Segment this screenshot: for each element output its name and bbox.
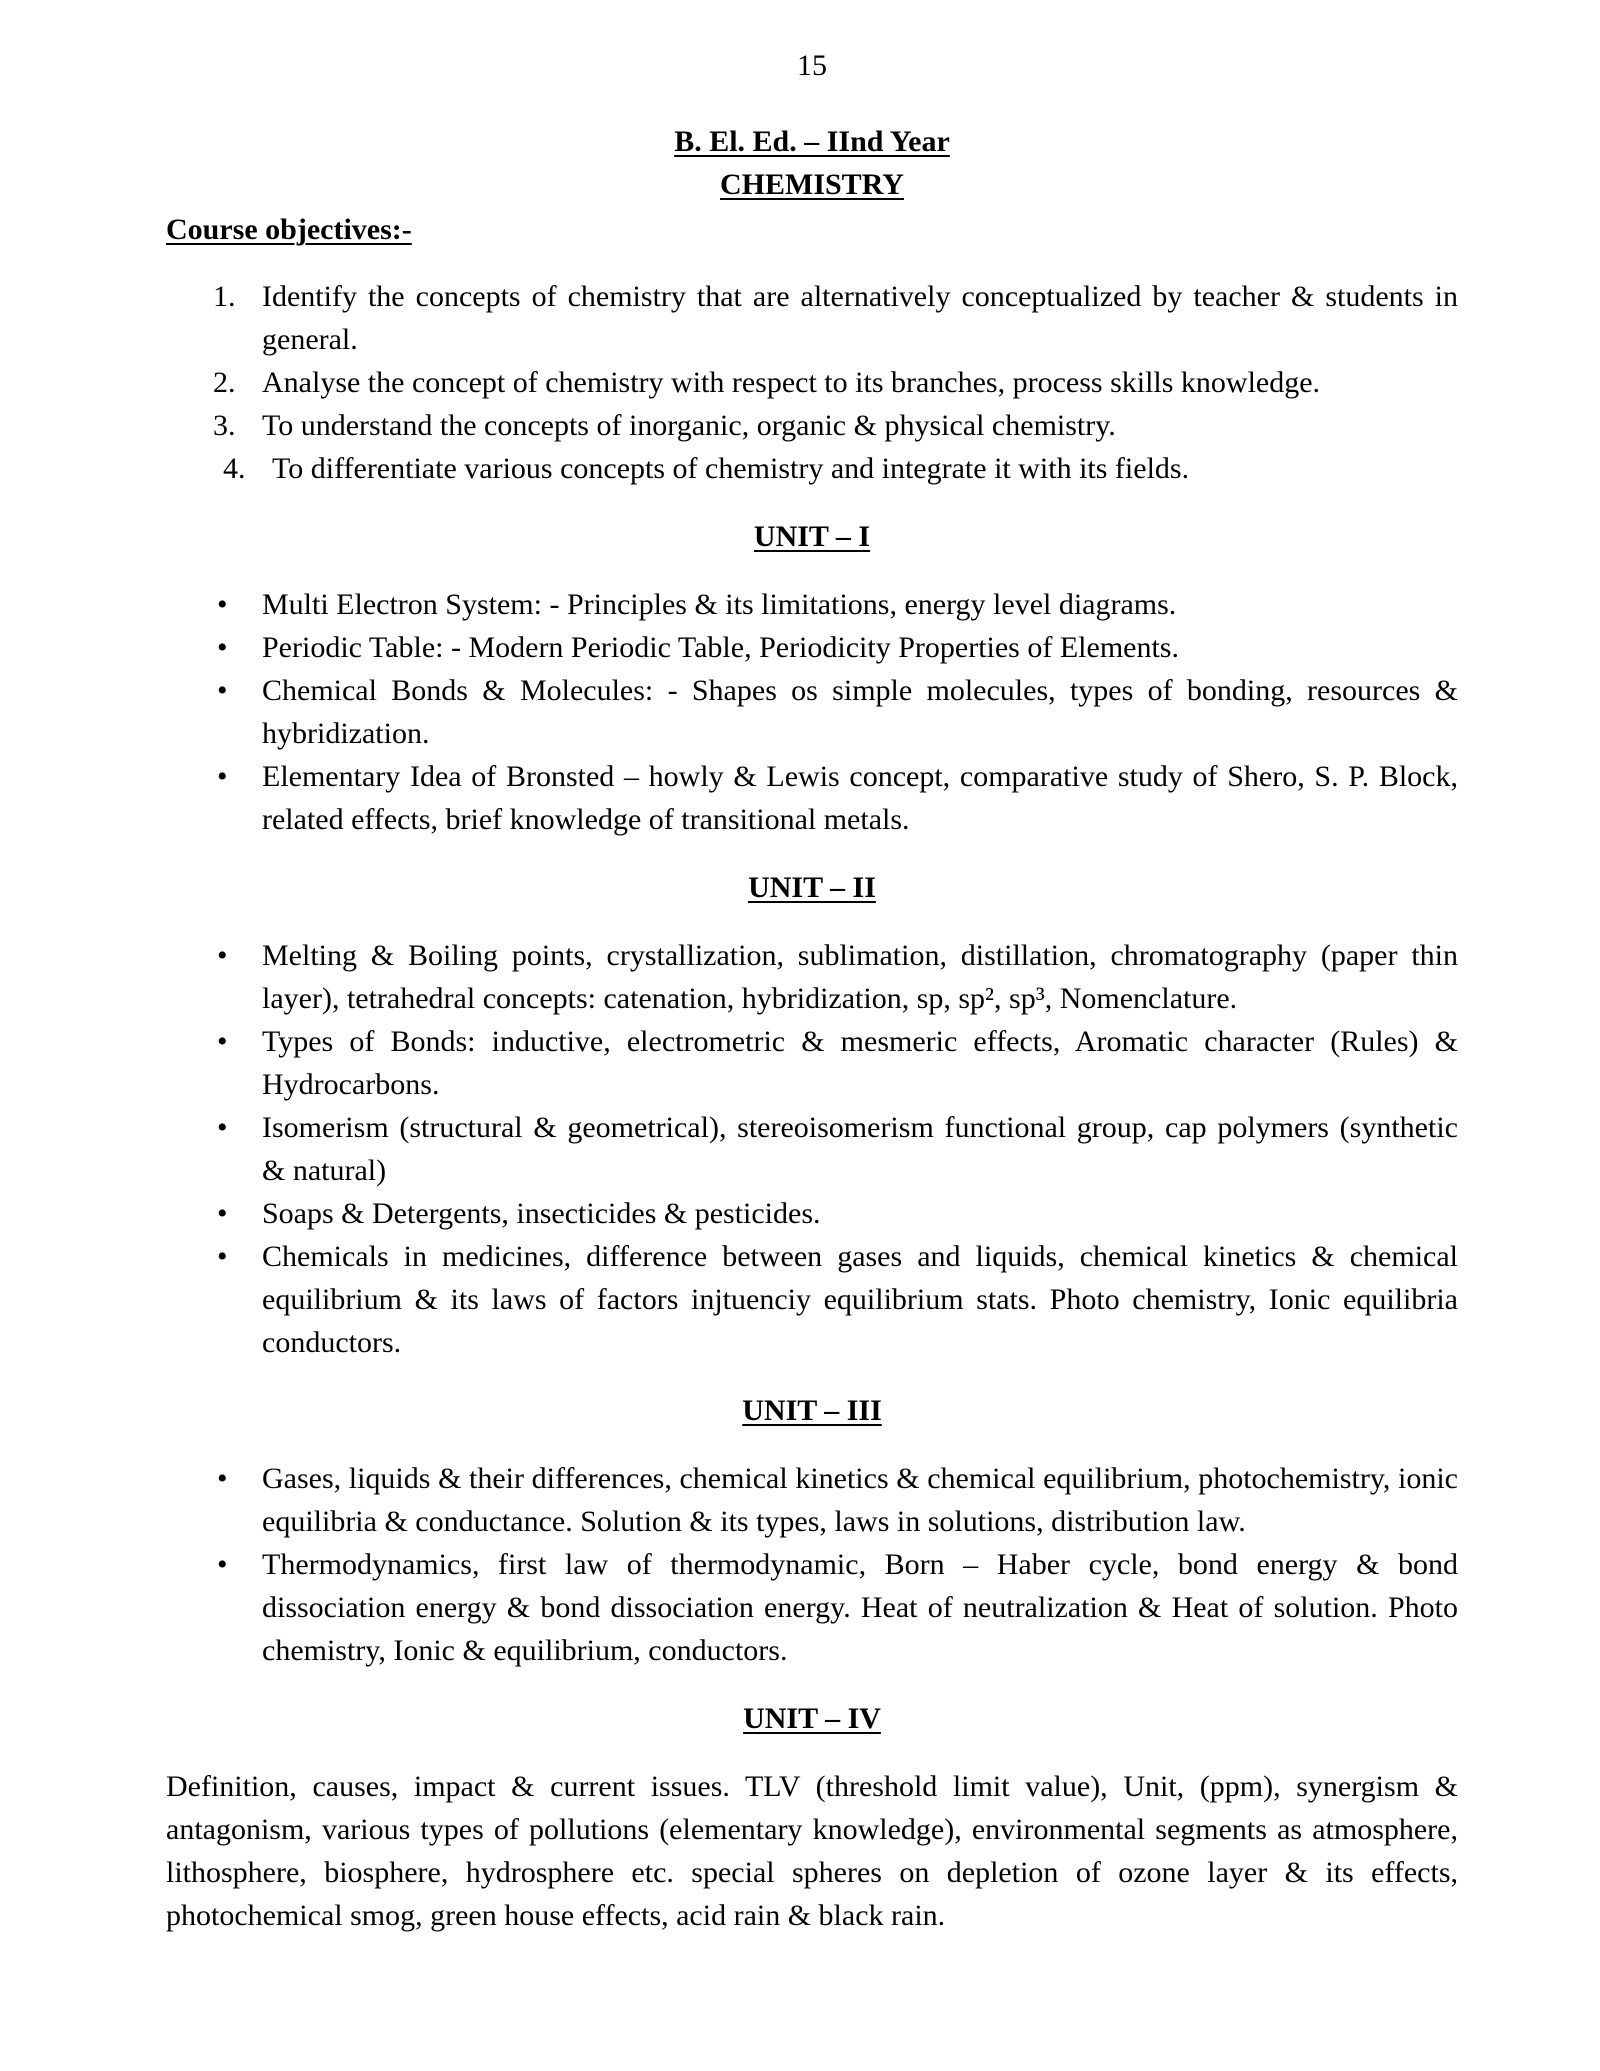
unit-2-item: • Isomerism (structural & geometrical), stereoisomerism functional group, cap polymers (synthetic & natural)	[262, 1106, 1458, 1192]
unit-1-item: • Chemical Bonds & Molecules: - Shapes os simple molecules, types of bonding, resources & hybridization.	[262, 669, 1458, 755]
unit-1-item: • Periodic Table: - Modern Periodic Table, Periodicity Properties of Elements.	[262, 626, 1458, 669]
unit-1-item: • Multi Electron System: - Principles & its limitations, energy level diagrams.	[262, 583, 1458, 626]
objectives-list	[166, 275, 1458, 490]
unit-1-heading	[166, 515, 1458, 558]
unit-3-item: • Gases, liquids & their differences, chemical kinetics & chemical equilibrium, photochemistry, ionic equilibria & conductance. Solution & its types, laws in solutions, distribution law.	[262, 1457, 1458, 1543]
doc-title-line1-text: B. El. Ed. – IInd Year	[674, 125, 950, 158]
doc-title-line2	[166, 163, 1458, 206]
page-number: 15	[797, 49, 827, 82]
unit-3-list	[166, 1457, 1458, 1672]
doc-title-line2-text: CHEMISTRY	[720, 168, 904, 201]
unit-2-list	[166, 934, 1458, 1364]
objective-item: To understand the concepts of inorganic, organic & physical chemistry.	[262, 409, 1116, 442]
unit-2-item: • Types of Bonds: inductive, electrometric & mesmeric effects, Aromatic character (Rules) & Hydrocarbons.	[262, 1020, 1458, 1106]
unit-1-heading-text: UNIT – I	[753, 520, 871, 553]
unit-4-paragraph: Definition, causes, impact & current issues. TLV (threshold limit value), Unit, (ppm), synergism & antagonism, various types of pollutions (elementary knowledge), environmental segments as atmosphere, lithosphere, biosphere, hydrosphere etc. special spheres on depletion of ozone layer & its effects, photochemical smog, green house effects, acid rain & black rain.	[166, 1770, 1458, 1932]
unit-3-heading	[166, 1389, 1458, 1432]
unit-4-heading-text: UNIT – IV	[743, 1702, 881, 1735]
unit-3-heading-text: UNIT – III	[742, 1394, 882, 1427]
unit-2-item: • Chemicals in medicines, difference between gases and liquids, chemical kinetics & chemical equilibrium & its laws of factors injtuenciy equilibrium stats. Photo chemistry, Ionic equilibria conductors.	[262, 1235, 1458, 1364]
unit-2-item: • Soaps & Detergents, insecticides & pesticides.	[262, 1192, 1458, 1235]
unit-2-heading-text: UNIT – II	[748, 871, 876, 904]
doc-title-line1	[166, 120, 1458, 163]
objective-item: Identify the concepts of chemistry that are alternatively conceptualized by teacher & students in general.	[262, 280, 1458, 356]
unit-4-heading	[166, 1697, 1458, 1740]
objective-item: Analyse the concept of chemistry with respect to its branches, process skills knowledge.	[262, 366, 1321, 399]
unit-2-item: • Melting & Boiling points, crystallization, sublimation, distillation, chromatography (paper thin layer), tetrahedral concepts: catenation, hybridization, sp, sp², sp³, Nomenclature.	[262, 934, 1458, 1020]
unit-3-item: • Thermodynamics, first law of thermodynamic, Born – Haber cycle, bond energy & bond dissociation energy & bond dissociation energy. Heat of neutralization & Heat of solution. Photo chemistry, Ionic & equilibrium, conductors.	[262, 1543, 1458, 1672]
objective-item: To differentiate various concepts of chemistry and integrate it with its fields.	[272, 452, 1190, 485]
course-objectives-heading	[166, 208, 1458, 251]
unit-1-item: • Elementary Idea of Bronsted – howly & Lewis concept, comparative study of Shero, S. P. Block, related effects, brief knowledge of transitional metals.	[262, 755, 1458, 841]
unit-1-list	[166, 583, 1458, 841]
course-objectives-heading-text: Course objectives:-	[166, 213, 412, 246]
unit-2-heading	[166, 866, 1458, 909]
